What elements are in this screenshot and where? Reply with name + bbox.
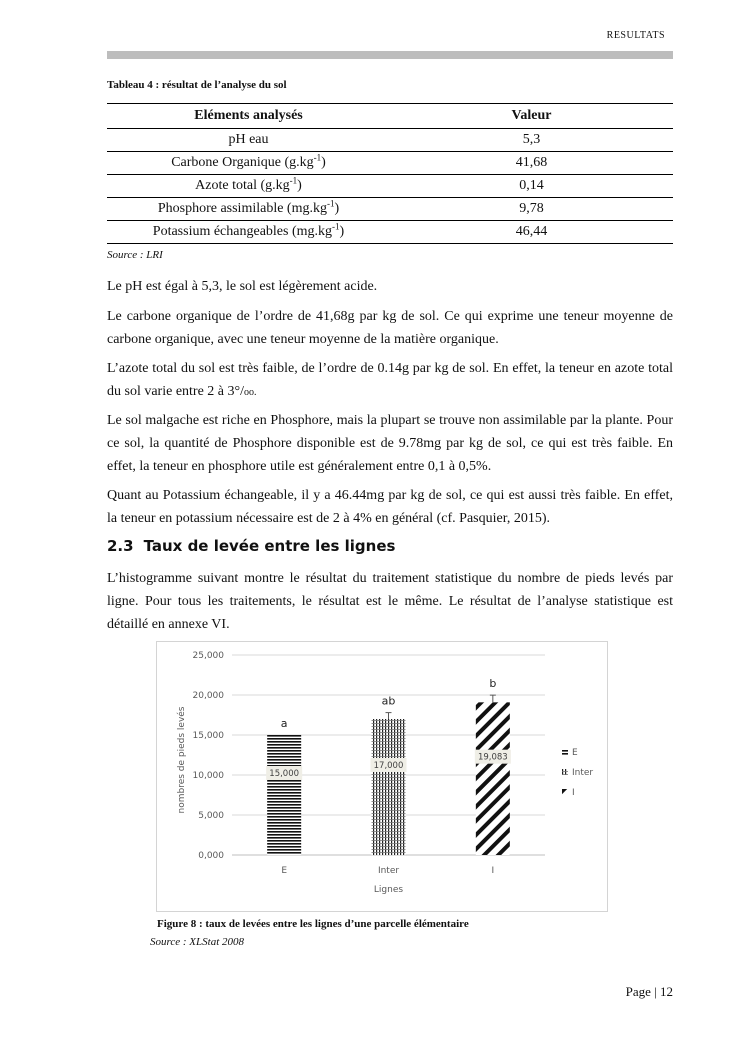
table-row	[107, 221, 673, 244]
element-label: Phosphore assimilable (mg.kg	[157, 201, 327, 216]
paragraph-nitrogen	[107, 357, 673, 404]
unit-close: )	[334, 201, 340, 216]
data-label: 19,083	[477, 752, 508, 763]
figure-source: Source : XLStat 2008	[150, 936, 244, 948]
paragraph-carbon: Le carbone organique de l’ordre de 41,68g par kg de sol. Ce qui exprime une teneur moyenne de carbone organique, avec une teneur moyenne de la matière organique.	[107, 309, 673, 347]
section-title: Taux de levée entre les lignes	[143, 537, 396, 555]
figure-caption: Figure 8 : taux de levées entre les lignes d’une parcelle élémentaire	[157, 918, 469, 930]
y-tick-label: 10,000	[192, 771, 224, 781]
unit-exponent: -1	[326, 198, 335, 209]
value-cell: 9,78	[390, 198, 673, 221]
column-header-value: Valeur	[390, 104, 673, 129]
element-cell	[107, 221, 390, 244]
unit-exponent: -1	[313, 152, 322, 163]
unit-exponent: -1	[289, 175, 298, 186]
column-header-element: Eléments analysés	[107, 104, 390, 129]
bar-i	[476, 702, 510, 855]
element-cell	[107, 175, 390, 198]
bar-chart	[156, 641, 608, 912]
table-row	[107, 175, 673, 198]
y-tick-label: 0,000	[198, 851, 224, 861]
section-intro: L’histogramme suivant montre le résultat du traitement statistique du nombre de pieds levés par ligne. Pour tous les traitements, le résultat est le même. Le résultat de l’analyse statistique est détaillé en annexe VI.	[107, 571, 673, 632]
value-cell: 46,44	[390, 221, 673, 244]
chart-canvas	[157, 642, 607, 911]
element-cell	[107, 129, 390, 152]
table-row	[107, 152, 673, 175]
page-number: Page | 12	[625, 984, 673, 999]
legend-swatch	[562, 749, 568, 755]
paragraph-potassium: Quant au Potassium échangeable, il y a 46.44mg par kg de sol, ce qui est aussi très faible. En effet, la teneur en potassium nécessaire est de 2 à 4% en général (cf. Pasquier, 2015).	[107, 488, 673, 526]
table-source: Source : LRI	[107, 249, 163, 261]
y-tick-label: 20,000	[192, 691, 224, 701]
y-axis-label: nombres de pieds levés	[177, 706, 187, 814]
header-rule	[107, 51, 673, 59]
significance-letter: a	[280, 717, 288, 730]
significance-letter: b	[489, 677, 497, 691]
element-label: Azote total (g.kg	[195, 178, 290, 193]
legend-label: Inter	[572, 768, 594, 778]
significance-letter: ab	[381, 694, 396, 708]
bar-inter	[372, 719, 406, 855]
running-header: RESULTATS	[606, 30, 665, 41]
per-mille-suffix: oo.	[244, 387, 257, 398]
legend-label: I	[572, 788, 575, 798]
value-cell: 5,3	[390, 129, 673, 152]
x-tick-label: I	[491, 866, 495, 876]
unit-exponent: -1	[332, 221, 340, 232]
element-cell	[107, 152, 390, 175]
legend-swatch	[562, 769, 568, 775]
paragraph-phosphorus: Le sol malgache est riche en Phosphore, mais la plupart se trouve non assimilable par la plante. Pour ce sol, la quantité de Phosphore disponible est de 9.78mg par kg de sol, ce qui est très faible. En effet, la teneur en phosphore utile est généralement entre 0,1 à 0,5%.	[107, 413, 673, 474]
y-tick-label: 25,000	[192, 651, 224, 661]
table-row	[107, 129, 673, 152]
legend-label: E	[572, 748, 578, 758]
paragraph-ph: Le pH est égal à 5,3, le sol est légèrement acide.	[107, 279, 378, 294]
page-number-value: 12	[660, 984, 673, 999]
value-cell: 41,68	[390, 152, 673, 175]
x-tick-label: E	[281, 866, 288, 876]
soil-analysis-table	[107, 103, 673, 244]
section-number: 2.3	[107, 537, 134, 555]
x-tick-label: Inter	[377, 866, 400, 876]
element-label: pH eau	[228, 132, 269, 147]
legend-swatch	[562, 789, 568, 795]
unit-close: )	[321, 155, 326, 170]
x-axis-label: Lignes	[373, 885, 404, 895]
y-tick-label: 15,000	[192, 731, 224, 741]
data-label: 15,000	[269, 769, 300, 779]
paragraph-nitrogen-text: L’azote total du sol est très faible, de l’ordre de 0.14g par kg de sol. En effet, la teneur en azote total du sol varie entre 2 à 3°/	[107, 361, 673, 399]
element-label: Potassium échangeables (mg.kg	[152, 224, 333, 239]
unit-close: )	[339, 224, 345, 239]
table-row	[107, 198, 673, 221]
element-cell	[107, 198, 390, 221]
data-label: 17,000	[373, 761, 404, 771]
value-cell: 0,14	[390, 175, 673, 198]
unit-close: )	[297, 178, 302, 193]
section-heading	[107, 537, 395, 555]
element-label: Carbone Organique (g.kg	[171, 155, 314, 170]
bar-e	[267, 735, 301, 855]
page-label: Page	[625, 984, 651, 999]
table-header-row	[107, 104, 673, 129]
y-tick-label: 5,000	[198, 811, 224, 821]
table-caption: Tableau 4 : résultat de l’analyse du sol	[107, 79, 287, 91]
